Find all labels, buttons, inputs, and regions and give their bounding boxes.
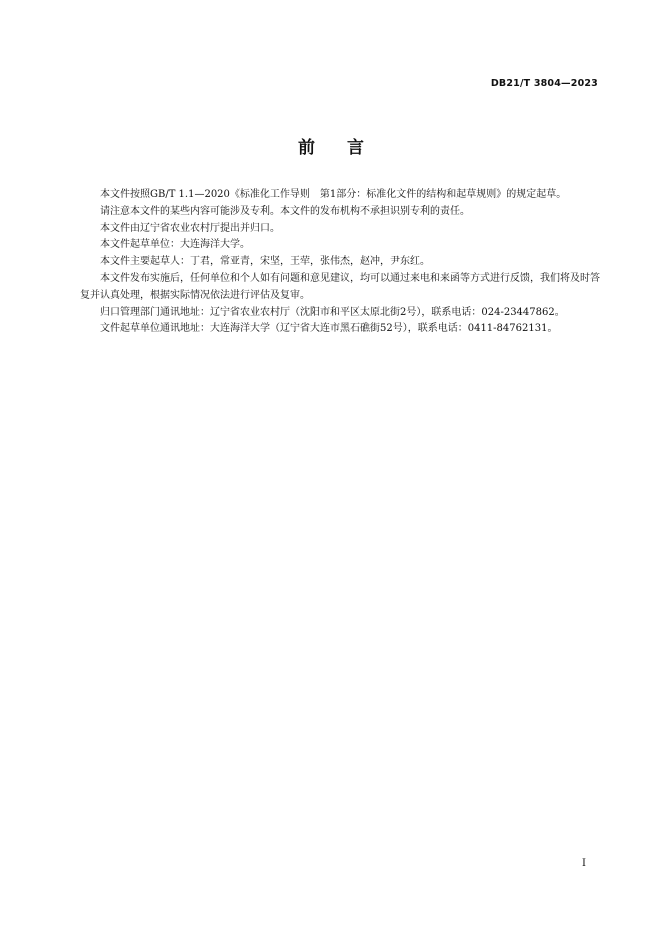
- preface-body: [80, 187, 600, 338]
- paragraph-authority-address: 归口管理部门通讯地址：辽宁省农业农村厅（沈阳市和平区太原北街2号），联系电话：024-23447862。: [100, 306, 565, 318]
- paragraph-main-drafters: 本文件主要起草人：丁君，常亚青，宋坚，王荦，张伟杰，赵冲，尹东红。: [100, 256, 430, 268]
- page-title: 前言: [298, 138, 396, 158]
- document-standard-number: DB21/T 3804—2023: [490, 78, 598, 89]
- paragraph-patent-notice: 请注意本文件的某些内容可能涉及专利。本文件的发布机构不承担识别专利的责任。: [100, 205, 470, 217]
- paragraph-drafting-unit: 本文件起草单位：大连海洋大学。: [100, 239, 250, 251]
- paragraph-drafting-rules: 本文件按照GB/T 1.1—2020《标准化工作导则 第1部分：标准化文件的结构和起草规则》的规定起草。: [100, 189, 567, 200]
- page-number: I: [582, 858, 586, 869]
- paragraph-feedback: 本文件发布实施后，任何单位和个人如有问题和意见建议，均可以通过来电和来函等方式进行反馈，我们将及时答复并认真处理，根据实际情况依法进行评估及复审。: [80, 272, 600, 301]
- paragraph-proposer: 本文件由辽宁省农业农村厅提出并归口。: [100, 222, 280, 234]
- paragraph-drafter-address: 文件起草单位通讯地址：大连海洋大学（辽宁省大连市黑石礁街52号），联系电话：0411-84762131。: [100, 323, 558, 335]
